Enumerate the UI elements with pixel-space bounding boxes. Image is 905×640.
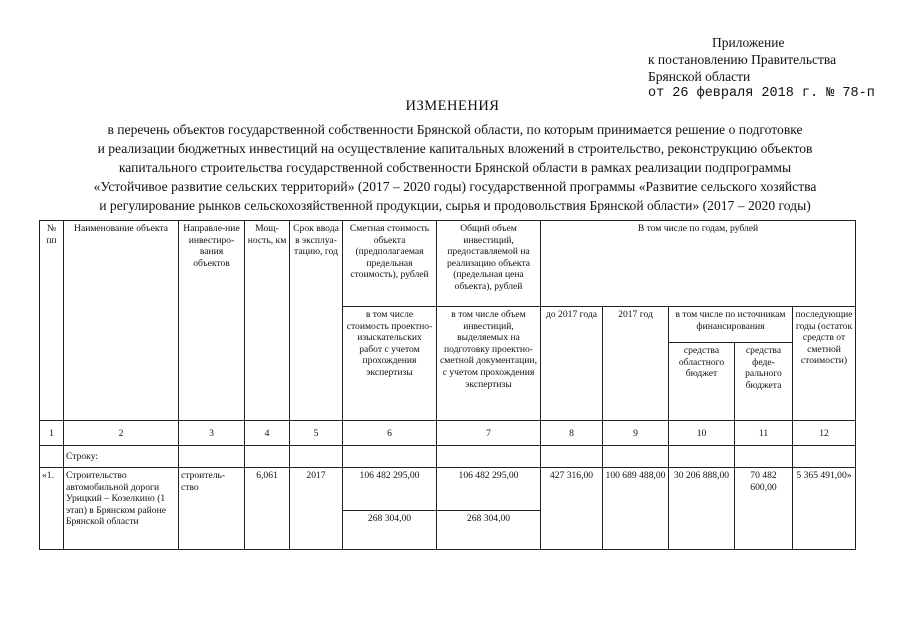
row-estimated-cost-pir: 268 304,00: [367, 513, 412, 524]
header-direction: Направле-ние инвестиро-вания объектов: [179, 221, 245, 421]
appendix-resolution: к постановлению Правительства: [648, 52, 837, 67]
document-subtitle: [40, 120, 870, 215]
intro-empty-cell: [290, 446, 343, 468]
column-number: 4: [245, 421, 290, 446]
intro-empty-cell: [603, 446, 669, 468]
column-number: 2: [64, 421, 179, 446]
intro-empty-cell: [541, 446, 603, 468]
header-year-2017: 2017 год: [603, 307, 669, 421]
header-regional-budget: средства областного бюджет: [669, 343, 735, 421]
intro-empty-cell: [793, 446, 856, 468]
subtitle-line: в перечень объектов государственной собственности Брянской области, по которым принимается решение о подготовке: [107, 122, 803, 137]
intro-label: Строку:: [64, 446, 179, 468]
column-number: 1: [40, 421, 64, 446]
document-title: ИЗМЕНЕНИЯ: [405, 98, 500, 114]
column-number: 10: [669, 421, 735, 446]
appendix-date-number: от 26 февраля 2018 г. № 78-п: [648, 86, 875, 101]
header-total-investment: Общий объем инвестиций, предоставляемой на реализацию объекта (предельная цена объекта), рублей: [437, 221, 541, 307]
changes-table: [39, 220, 856, 550]
intro-empty-cell: [179, 446, 245, 468]
intro-empty-cell: [669, 446, 735, 468]
column-number: 3: [179, 421, 245, 446]
header-capacity: Мощ-ность, км: [245, 221, 290, 421]
intro-empty-cell: [437, 446, 541, 468]
subtitle-line: «Устойчивое развитие сельских территорий» (2017 – 2020 годы) государственной программы «Развитие сельского хозяйства: [93, 179, 817, 194]
row-num: «1.: [40, 468, 64, 550]
header-by-years: В том числе по годам, рублей: [541, 221, 856, 307]
subtitle-line: капитального строительства государственной собственности Брянской области в рамках реализации подпрограммы: [118, 160, 792, 175]
intro-empty-cell: [245, 446, 290, 468]
column-number: 11: [735, 421, 793, 446]
header-subsequent-years: последующие годы (остаток средств от сметной стоимости): [793, 307, 856, 421]
row-object-name: Строительство автомобильной дороги Урицкий – Козелкино (1 этап) в Брянском районе Брянской области: [64, 468, 179, 550]
row-total-investment: 106 482 295,00: [437, 468, 540, 511]
intro-empty-cell: [343, 446, 437, 468]
header-num: № пп: [40, 221, 64, 421]
header-before-2017: до 2017 года: [541, 307, 603, 421]
column-number: 6: [343, 421, 437, 446]
header-name: Наименование объекта: [64, 221, 179, 421]
intro-empty-cell: [735, 446, 793, 468]
row-regional-budget: 30 206 888,00: [669, 468, 735, 550]
row-total-investment-cell: [437, 468, 541, 550]
column-number: 12: [793, 421, 856, 446]
column-number: 7: [437, 421, 541, 446]
header-total-investment-incl: в том числе объем инвестиций, выделяемых на подготовку проектно-сметной документации, с учетом прохождения экспертизы: [437, 307, 541, 421]
header-federal-budget: средства феде-рального бюджета: [735, 343, 793, 421]
column-number: 8: [541, 421, 603, 446]
appendix-block: [648, 34, 875, 102]
subtitle-line: и регулирование рынков сельскохозяйственной продукции, сырья и продовольствия Брянской области» (2017 – 2020 годы): [99, 198, 811, 213]
intro-empty-cell: [40, 446, 64, 468]
subtitle-line: и реализации бюджетных инвестиций на осуществление капитальных вложений в строительство, реконструкцию объектов: [97, 141, 813, 156]
row-subsequent-years: 5 365 491,00»: [793, 468, 856, 550]
appendix-region: Брянской области: [648, 69, 751, 84]
row-direction: строитель-ство: [179, 468, 245, 550]
header-estimated-cost-incl: в том числе стоимость проектно-изыскательских работ с учетом прохождения экспертизы: [343, 307, 437, 421]
appendix-label: Приложение: [712, 35, 785, 50]
row-federal-budget: 70 482 600,00: [735, 468, 793, 550]
row-year-2017: 100 689 488,00: [603, 468, 669, 550]
header-incl-sources: в том числе по источникам финансирования: [669, 307, 793, 343]
row-estimated-cost: 106 482 295,00: [343, 468, 436, 511]
row-total-investment-psd: 268 304,00: [466, 513, 511, 524]
column-number: 9: [603, 421, 669, 446]
column-number: 5: [290, 421, 343, 446]
header-estimated-cost: Сметная стоимость объекта (предполагаемая предельная стоимость), рублей: [343, 221, 437, 307]
row-capacity: 6,061: [245, 468, 290, 550]
header-term: Срок ввода в эксплуа-тацию, год: [290, 221, 343, 421]
row-before-2017: 427 316,00: [541, 468, 603, 550]
row-estimated-cost-cell: [343, 468, 437, 550]
table-row: [40, 468, 856, 550]
row-term: 2017: [290, 468, 343, 550]
